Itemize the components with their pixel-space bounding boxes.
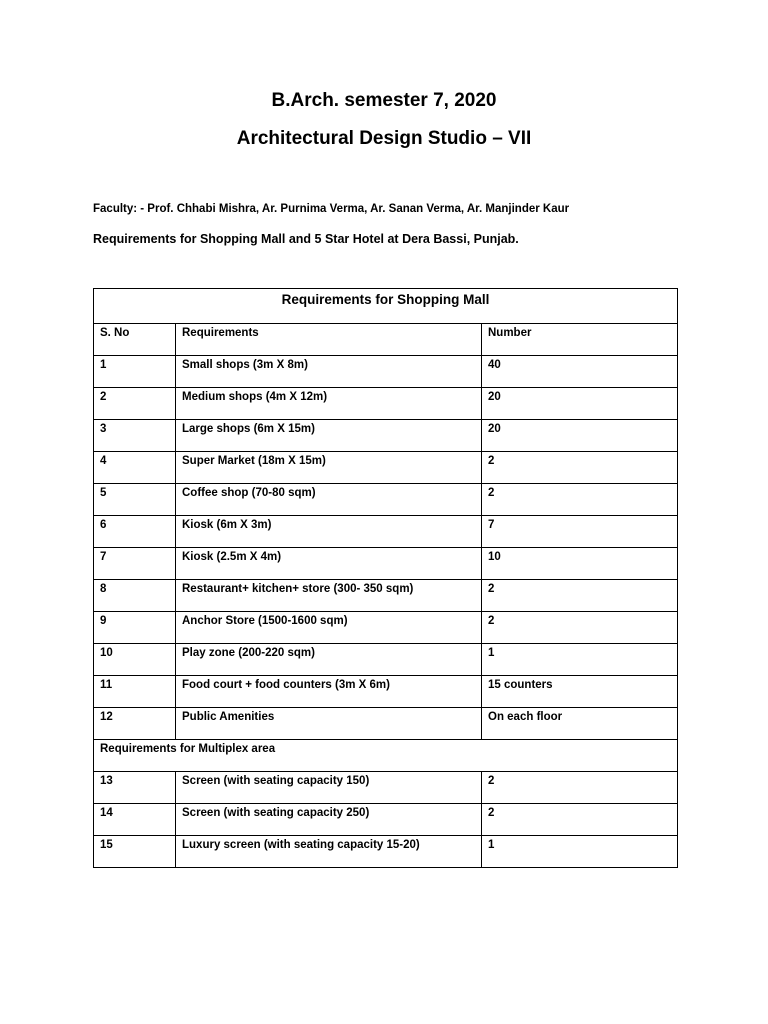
cell-requirement: Restaurant+ kitchen+ store (300- 350 sqm) — [176, 580, 482, 612]
cell-sno: 10 — [94, 644, 176, 676]
cell-sno: 13 — [94, 772, 176, 804]
column-header-number: Number — [482, 324, 678, 356]
cell-sno: 6 — [94, 516, 176, 548]
cell-number: 2 — [482, 612, 678, 644]
table-caption: Requirements for Shopping Mall — [94, 289, 678, 324]
table-row — [94, 644, 678, 676]
table-caption-row — [94, 289, 678, 324]
cell-requirement: Small shops (3m X 8m) — [176, 356, 482, 388]
table-row — [94, 708, 678, 740]
cell-number: 7 — [482, 516, 678, 548]
cell-number: 1 — [482, 644, 678, 676]
cell-requirement: Kiosk (2.5m X 4m) — [176, 548, 482, 580]
cell-requirement: Anchor Store (1500-1600 sqm) — [176, 612, 482, 644]
cell-sno: 2 — [94, 388, 176, 420]
table-row — [94, 580, 678, 612]
cell-sno: 8 — [94, 580, 176, 612]
cell-number: 2 — [482, 772, 678, 804]
section-row — [94, 740, 678, 772]
faculty-line: Faculty: - Prof. Chhabi Mishra, Ar. Purnima Verma, Ar. Sanan Verma, Ar. Manjinder Kaur — [93, 203, 570, 215]
table-row — [94, 388, 678, 420]
table-row — [94, 452, 678, 484]
cell-requirement: Medium shops (4m X 12m) — [176, 388, 482, 420]
cell-sno: 7 — [94, 548, 176, 580]
cell-sno: 11 — [94, 676, 176, 708]
column-header-requirements: Requirements — [176, 324, 482, 356]
table-row — [94, 804, 678, 836]
table-row — [94, 516, 678, 548]
section-label: Requirements for Multiplex area — [94, 740, 678, 772]
document-subtitle: Architectural Design Studio – VII — [236, 128, 532, 149]
cell-requirement: Large shops (6m X 15m) — [176, 420, 482, 452]
cell-number: 10 — [482, 548, 678, 580]
cell-sno: 1 — [94, 356, 176, 388]
cell-number: 15 counters — [482, 676, 678, 708]
cell-sno: 4 — [94, 452, 176, 484]
cell-requirement: Luxury screen (with seating capacity 15-20) — [176, 836, 482, 868]
cell-number: 2 — [482, 580, 678, 612]
cell-requirement: Kiosk (6m X 3m) — [176, 516, 482, 548]
cell-requirement: Screen (with seating capacity 250) — [176, 804, 482, 836]
table-header-row — [94, 324, 678, 356]
cell-sno: 12 — [94, 708, 176, 740]
cell-requirement: Super Market (18m X 15m) — [176, 452, 482, 484]
cell-sno: 14 — [94, 804, 176, 836]
table-row — [94, 548, 678, 580]
cell-number: 1 — [482, 836, 678, 868]
cell-sno: 9 — [94, 612, 176, 644]
cell-number: 20 — [482, 420, 678, 452]
cell-number: 20 — [482, 388, 678, 420]
cell-requirement: Food court + food counters (3m X 6m) — [176, 676, 482, 708]
table-row — [94, 612, 678, 644]
cell-requirement: Coffee shop (70-80 sqm) — [176, 484, 482, 516]
table-row — [94, 772, 678, 804]
cell-sno: 5 — [94, 484, 176, 516]
cell-number: 2 — [482, 452, 678, 484]
table-row — [94, 836, 678, 868]
table-row — [94, 676, 678, 708]
cell-requirement: Screen (with seating capacity 150) — [176, 772, 482, 804]
cell-requirement: Play zone (200-220 sqm) — [176, 644, 482, 676]
cell-number: 40 — [482, 356, 678, 388]
table-row — [94, 484, 678, 516]
requirements-table — [93, 288, 678, 868]
cell-number: 2 — [482, 484, 678, 516]
cell-number: On each floor — [482, 708, 678, 740]
cell-number: 2 — [482, 804, 678, 836]
column-header-sno: S. No — [94, 324, 176, 356]
cell-sno: 3 — [94, 420, 176, 452]
table-row — [94, 356, 678, 388]
requirements-line: Requirements for Shopping Mall and 5 Star Hotel at Dera Bassi, Punjab. — [93, 232, 519, 246]
cell-requirement: Public Amenities — [176, 708, 482, 740]
document-title: B.Arch. semester 7, 2020 — [271, 90, 497, 111]
cell-sno: 15 — [94, 836, 176, 868]
table-row — [94, 420, 678, 452]
